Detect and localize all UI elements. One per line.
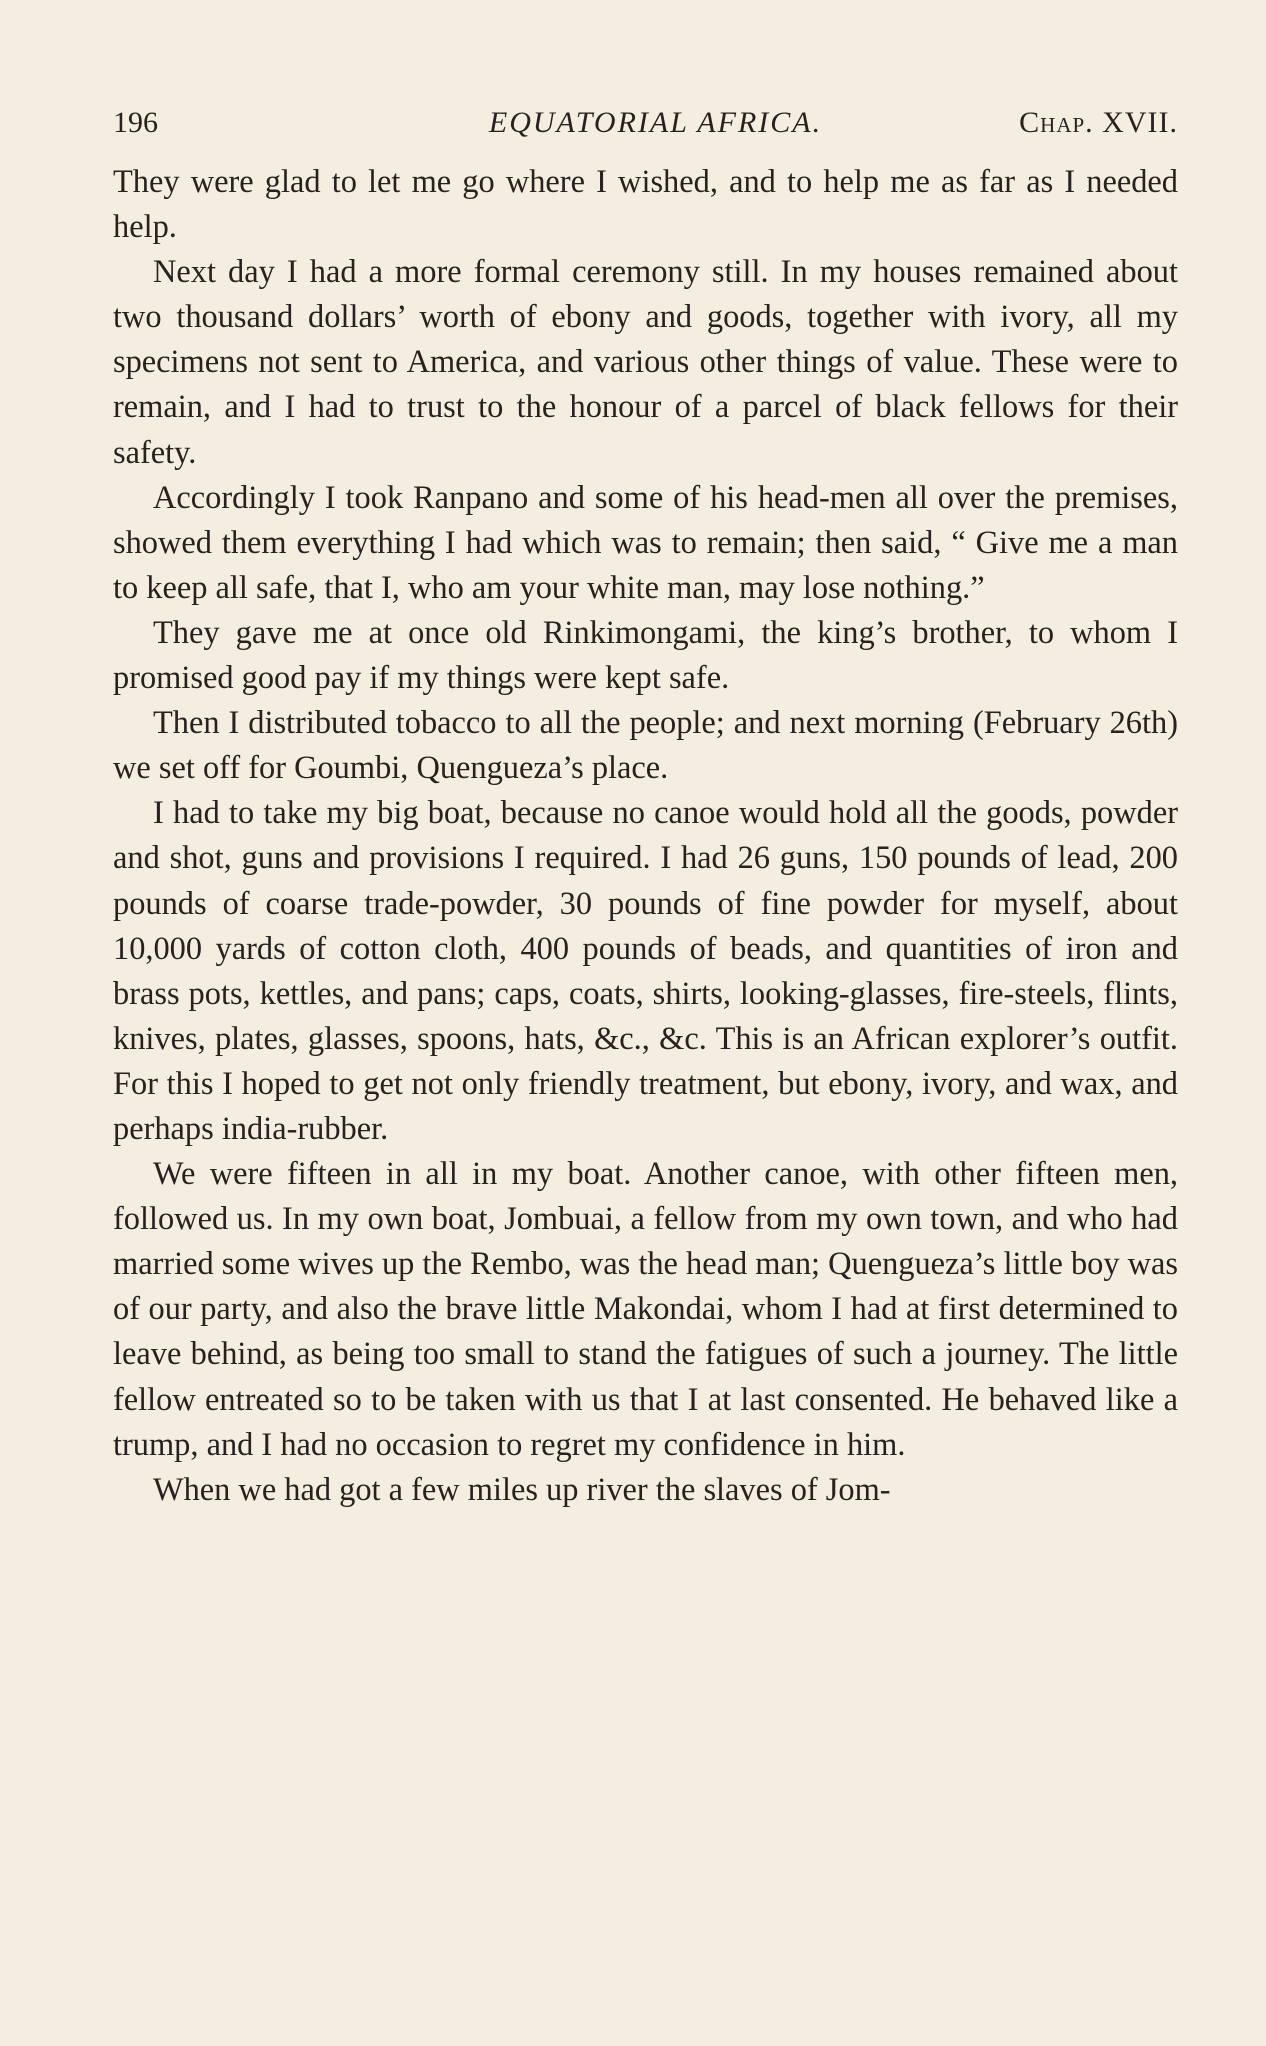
- paragraph-2: Next day I had a more formal ceremony still. In my houses remained about two thousand dollars’ worth of ebony and goods, together with ivory, all my specimens not sent to America, and various other things of value. These were to remain, and I had to trust to the honour of a parcel of black fellows for their safety.: [113, 254, 1178, 471]
- paragraph-1: They were glad to let me go where I wished, and to help me as far as I needed help.: [113, 164, 1178, 246]
- running-title: EQUATORIAL AFRICA.: [488, 106, 823, 139]
- paragraph-4: They gave me at once old Rinkimongami, the king’s brother, to whom I promised good pay if my things were kept safe.: [113, 614, 1178, 697]
- paragraph-8: When we had got a few miles up river the slaves of Jom-: [153, 1471, 891, 1508]
- paragraph-5: Then I distributed tobacco to all the people; and next morning (February 26th) we set off for Goumbi, Quengueza’s place.: [113, 705, 1178, 787]
- paragraph-3: Accordingly I took Ranpano and some of his head-men all over the premises, showed them everything I had which was to remain; then said, “ Give me a man to keep all safe, that I, who am your white man, may lose nothing.”: [113, 479, 1178, 606]
- page-number: 196: [113, 106, 158, 139]
- body-text: [113, 160, 1178, 1513]
- paragraph-6: I had to take my big boat, because no canoe would hold all the goods, powder and shot, guns and provisions I required. I had 26 guns, 150 pounds of lead, 200 pounds of coarse trade-powder, 30 pounds of fine powder for myself, about 10,000 yards of cotton cloth, 400 pounds of beads, and quantities of iron and brass pots, kettles, and pans; caps, coats, shirts, looking-glasses, fire-steels, flints, knives, plates, glasses, spoons, hats, &c., &c. This is an African explorer’s outfit. For this I hoped to get not only friendly treatment, but ebony, ivory, and wax, and perhaps india-rubber.: [113, 795, 1178, 1147]
- paragraph-7: We were fifteen in all in my boat. Another canoe, with other fifteen men, followed us. In my own boat, Jombuai, a fellow from my own town, and who had married some wives up the Rembo, was the head man; Quengueza’s little boy was of our party, and also the brave little Makondai, whom I had at first determined to leave behind, as being too small to stand the fatigues of such a journey. The little fellow entreated so to be taken with us that I at last consented. He behaved like a trump, and I had no occasion to regret my confidence in him.: [113, 1156, 1179, 1463]
- chapter-label: Chap. XVII.: [1019, 106, 1178, 139]
- running-header: [113, 100, 1178, 146]
